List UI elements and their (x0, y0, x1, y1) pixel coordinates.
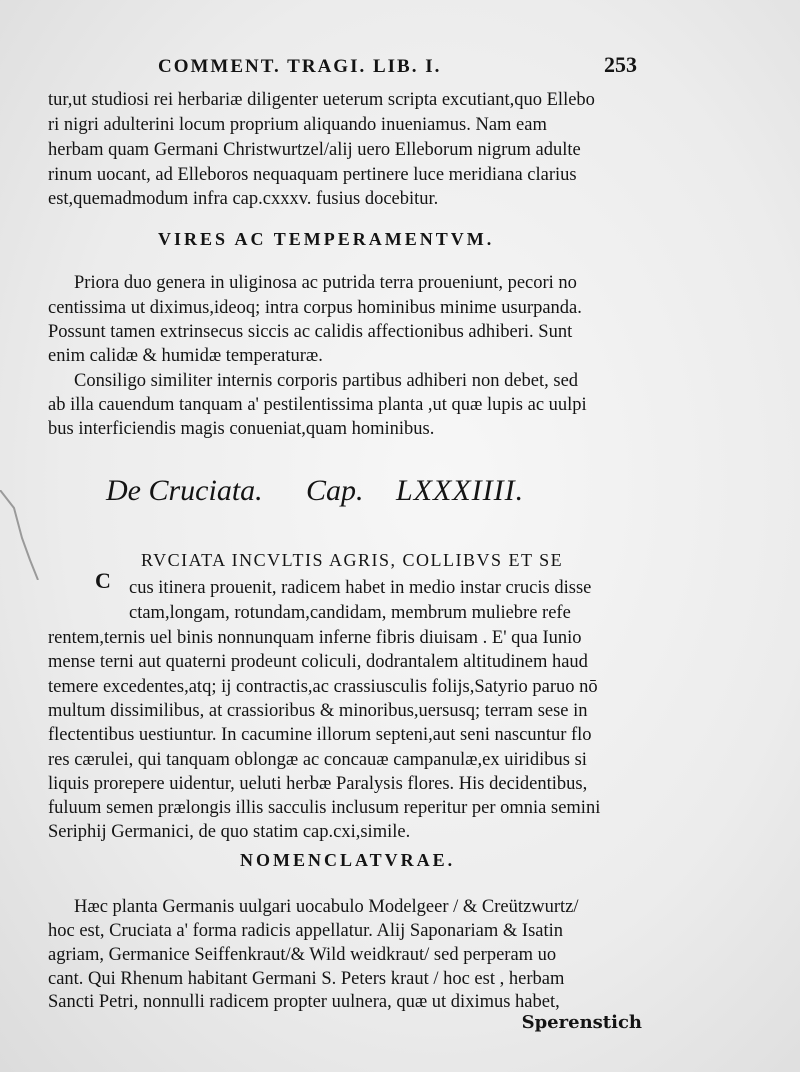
text-line: temere excedentes,atq; ij contractis,ac crassiusculis folijs,Satyrio paruo nō (48, 677, 598, 697)
text-line: Possunt tamen extrinsecus siccis ac calidis affectionibus adhiberi. Sunt (48, 322, 573, 342)
text-line: hoc est, Cruciata a' forma radicis appellatur. Alij Saponariam & Isatin (48, 921, 564, 941)
section-heading-vires: VIRES AC TEMPERAMENTVM. (158, 229, 495, 249)
text-line: liquis prorepere uidentur, ueluti herbæ Paralysis flores. His decidentibus, (48, 774, 588, 794)
page-number: 253 (604, 52, 637, 77)
text-line: mense terni aut quaterni prodeunt coliculi, dodrantalem altitudinem haud (48, 652, 588, 672)
text-line: rentem,ternis uel binis nonnunquam inferne fibris diuisam . E' qua Iunio (48, 628, 582, 648)
section-heading-nomenclaturae: NOMENCLATVRAE. (240, 850, 456, 870)
text-line: Sancti Petri, nonnulli radicem propter uulnera, quæ ut diximus habet, (48, 992, 560, 1012)
running-title: COMMENT. TRAGI. LIB. I. (158, 56, 442, 77)
text-line: ri nigri adulterini locum proprium aliquando inueniamus. Nam eam (48, 115, 547, 135)
text-line: tur,ut studiosi rei herbariæ diligenter ueterum scripta excutiant,quo Ellebo (48, 90, 595, 110)
text-line: RVCIATA INCVLTIS AGRIS, COLLIBVS ET SE (141, 550, 564, 570)
text-line: ctam,longam, rotundam,candidam, membrum muliebre refe (129, 603, 571, 623)
text-line: Hæc planta Germanis uulgari uocabulo Modelgeer / & Creützwurtz/ (74, 897, 579, 917)
text-line: multum dissimilibus, at crassioribus & minoribus,uersusq; terram sese in (48, 701, 588, 721)
text-line: herbam quam Germani Christwurtzel/alij uero Elleborum nigrum adulte (48, 140, 581, 160)
chapter-cap-label: Cap. (306, 474, 364, 507)
chapter-name: De Cruciata. (106, 474, 263, 507)
text-line: Consiligo similiter internis corporis partibus adhiberi non debet, sed (74, 371, 579, 391)
chapter-title (106, 474, 586, 514)
text-line: res cærulei, qui tanquam oblongæ ac concauæ campanulæ,ex uiridibus si (48, 750, 587, 770)
text-line: est,quemadmodum infra cap.cxxxv. fusius docebitur. (48, 189, 439, 209)
paper-crease (0, 490, 40, 580)
drop-cap: C (95, 568, 111, 593)
text-line: bus interficiendis magis conueniat,quam hominibus. (48, 419, 435, 439)
text-line: enim calidæ & humidæ temperaturæ. (48, 346, 323, 366)
text-line: cant. Qui Rhenum habitant Germani S. Peters kraut / hoc est , herbam (48, 969, 565, 989)
text-line: cus itinera prouenit, radicem habet in medio instar crucis disse (129, 578, 592, 598)
text-line: flectentibus uestiuntur. In cacumine illorum septeni,aut seni nascuntur flo (48, 725, 592, 745)
chapter-number: LXXXIIII. (396, 474, 525, 507)
page-header (158, 52, 658, 82)
text-line: Priora duo genera in uliginosa ac putrida terra proueniunt, pecori no (74, 273, 577, 293)
text-line: agriam, Germanice Seiffenkraut/& Wild weidkraut/ sed perperam uo (48, 945, 557, 965)
text-line: rinum uocant, ad Elleboros nequaquam pertinere luce meridiana clarius (48, 165, 577, 185)
text-line: Seriphij Germanici, de quo statim cap.cxi,simile. (48, 822, 411, 842)
text-line: fuluum semen prælongis illis sacculis inclusum reperitur per omnia semini (48, 798, 601, 818)
text-line: ab illa cauendum tanquam a' pestilentissima planta ,ut quæ lupis ac uulpi (48, 395, 587, 415)
catchword: Sperenstich (521, 1012, 642, 1033)
text-line: centissima ut diximus,ideoq; intra corpus hominibus minime usurpanda. (48, 298, 582, 318)
